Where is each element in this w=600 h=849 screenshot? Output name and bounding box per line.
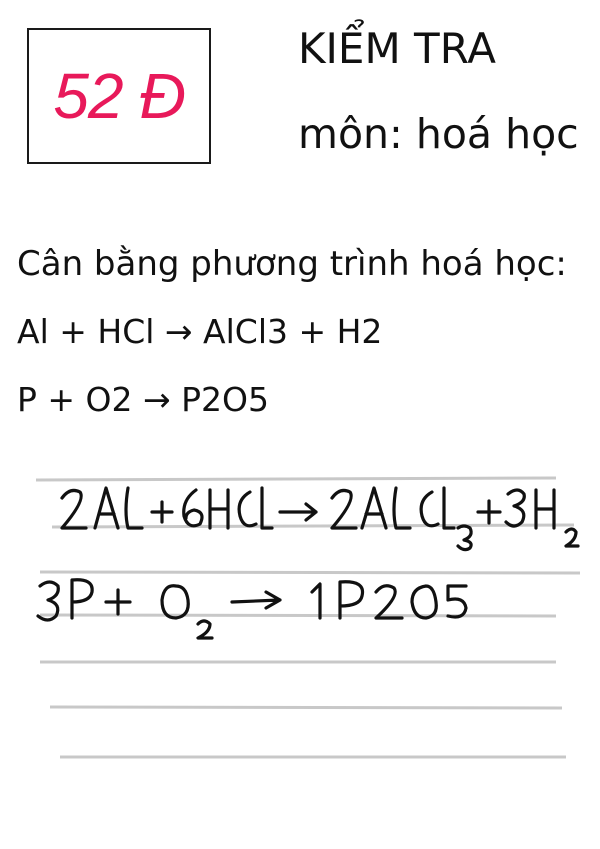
equation-2: P + O2 → P2O5 bbox=[17, 380, 269, 419]
rule-line bbox=[50, 707, 562, 708]
question-prompt: Cân bằng phương trình hoá học: bbox=[17, 244, 567, 284]
rule-line bbox=[40, 572, 580, 573]
handwritten-answer-2 bbox=[38, 580, 466, 638]
score-mark: 52 Đ bbox=[53, 60, 185, 132]
equation-1: Al + HCl → AlCl3 + H2 bbox=[17, 312, 383, 351]
handwritten-answer-1 bbox=[62, 488, 578, 550]
rule-line bbox=[36, 478, 556, 480]
page-title: KIỂM TRA bbox=[298, 24, 496, 73]
subject-label: môn: hoá học bbox=[298, 110, 579, 158]
